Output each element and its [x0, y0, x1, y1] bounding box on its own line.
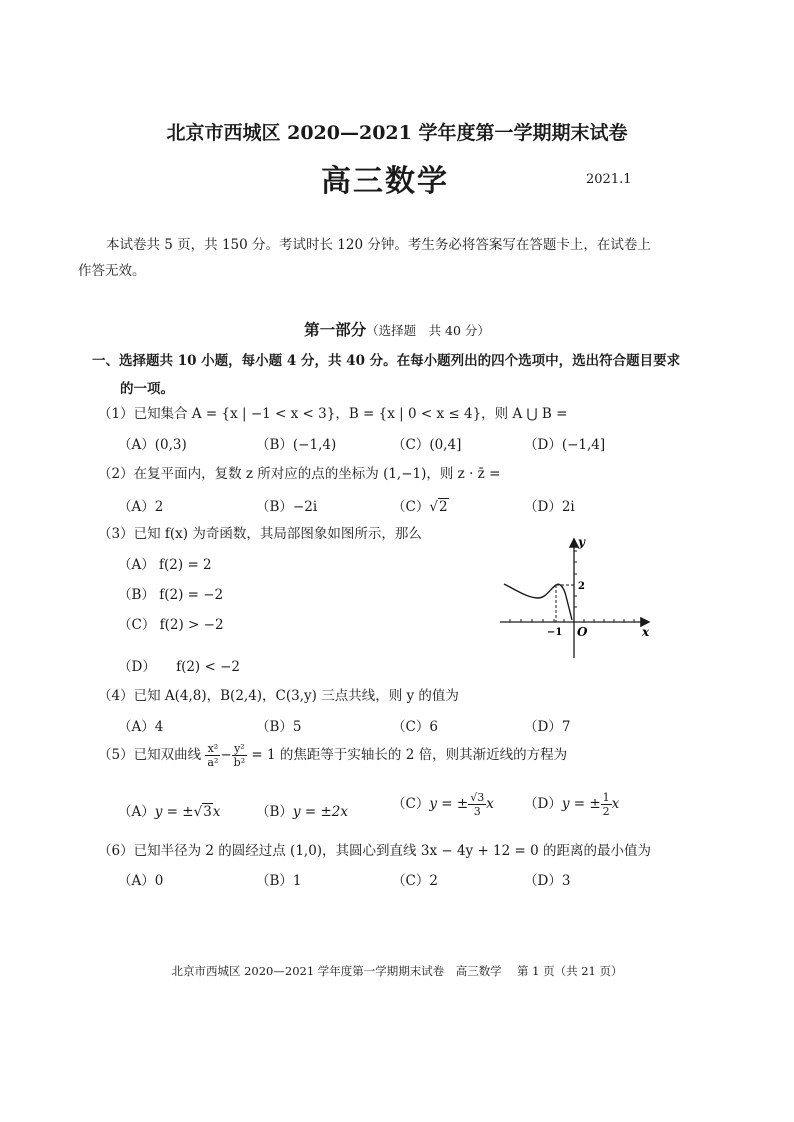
fraction-numerator: x²: [205, 742, 220, 756]
option-expr: y = ±2x: [292, 804, 348, 820]
q1-option-d: （D）(−1,4]: [524, 437, 606, 453]
question-text: 已知半径为 2 的圆经过点 (1,0)，其圆心到直线 3x − 4y + 12 = 0 的距离的最小值为: [133, 843, 652, 859]
option-expr: y = ±: [154, 804, 194, 820]
option-label: （A）: [118, 804, 155, 820]
question-text: 已知 f(x) 为奇函数，其局部图象如图所示，那么: [133, 526, 422, 542]
question-6: [98, 839, 651, 859]
q4-option-b: （B）5: [256, 719, 302, 735]
fraction-denominator: b²: [233, 756, 246, 769]
option-label: （C）: [392, 796, 430, 812]
option-expr: y = ±: [429, 796, 469, 812]
question-5: [98, 742, 567, 769]
exam-title: 北京市西城区 2020—2021 学年度第一学期期末试卷: [166, 122, 628, 144]
option-var: x: [212, 804, 221, 820]
fraction-numerator: 1: [602, 791, 610, 804]
q5-option-d: [524, 791, 619, 818]
question-number: （5）: [98, 747, 134, 763]
instructions-line-2: 作答无效。: [78, 263, 146, 279]
q3-option-d: （D） f(2) < −2: [118, 659, 240, 675]
q1-option-c: （C）(0,4]: [392, 437, 462, 453]
q2-option-c: （C）√2: [392, 499, 448, 515]
q1-option-a: （A）(0,3): [118, 437, 187, 453]
function-curve: [504, 584, 572, 620]
option-fraction: [601, 791, 612, 818]
q5-option-a: （A）y = ±√3x: [118, 804, 221, 820]
q5-option-b: [256, 800, 348, 820]
q6-option-d: （D）3: [524, 873, 571, 889]
section-line-2: 的一项。: [120, 381, 174, 397]
fraction-x: [205, 742, 220, 769]
x-tick-label: −1: [547, 627, 563, 638]
minus-sign: −: [220, 747, 232, 763]
question-text: 在复平面内，复数 z 所对应的点的坐标为 (1,−1)，则 z · z̄ =: [133, 466, 501, 482]
exam-instructions: [78, 232, 651, 284]
fraction-denominator: 2: [602, 805, 610, 818]
q4-option-c: （C）6: [392, 719, 438, 735]
question-text: 已知集合 A = {x | −1 < x < 3}，B = {x | 0 < x ≤ 4}，则 A ⋃ B =: [133, 406, 568, 422]
fraction-denominator: a²: [207, 756, 219, 769]
q4-option-d: （D）7: [524, 719, 571, 735]
question-text-post: 的焦距等于实轴长的 2 倍，则其渐近线的方程为: [279, 747, 568, 763]
part-heading: [0, 318, 794, 340]
question-number: （4）: [98, 688, 134, 704]
q6-option-a: （A）0: [118, 873, 164, 889]
question-text: 已知 A(4,8)，B(2,4)，C(3,y) 三点共线，则 y 的值为: [133, 688, 459, 704]
part-title: 第一部分: [304, 320, 367, 339]
equation-rhs: = 1: [251, 747, 276, 763]
question-4: [98, 684, 459, 704]
option-expr: y = ±: [561, 796, 601, 812]
fraction-y: [232, 742, 247, 769]
exam-date: 2021.1: [586, 172, 632, 187]
sqrt-radicand: 3: [203, 804, 212, 820]
q2-option-b: （B）−2i: [256, 499, 318, 515]
fraction-numerator: √3: [470, 791, 485, 804]
q1-option-b: （B）(−1,4): [256, 437, 337, 453]
question-number: （6）: [98, 843, 134, 859]
y-axis-label: y: [578, 535, 585, 549]
q6-option-c: （C）2: [392, 873, 438, 889]
question-number: （3）: [98, 526, 134, 542]
option-var: x: [611, 796, 620, 812]
x-axis-label: x: [642, 625, 650, 639]
section-line-1: 一、选择题共 10 小题，每小题 4 分，共 40 分。在每小题列出的四个选项中，选出符合题目要求: [92, 353, 681, 369]
question-3: [98, 522, 422, 542]
option-label: （D）: [524, 796, 562, 812]
q3-option-b: （B） f(2) = −2: [118, 587, 224, 603]
origin-label: O: [577, 625, 588, 639]
q3-option-c: （C） f(2) > −2: [118, 617, 224, 633]
fraction-denominator: 3: [473, 805, 481, 818]
question-number: （1）: [98, 406, 134, 422]
q4-option-a: （A）4: [118, 719, 164, 735]
question-2: [98, 462, 500, 482]
instructions-line-1: 本试卷共 5 页，共 150 分。考试时长 120 分钟。考生务必将答案写在答题卡上，在试卷上: [106, 237, 651, 253]
section-instructions: [92, 347, 680, 403]
question-number: （2）: [98, 466, 134, 482]
subject-title: 高三数学: [321, 164, 449, 199]
q2-option-d: （D）2i: [524, 499, 575, 515]
option-var: x: [486, 796, 494, 812]
page-footer: 北京市西城区 2020—2021 学年度第一学期期末试卷 高三数学 第 1 页（共 21 页）: [171, 964, 623, 978]
fraction-numerator: y²: [232, 742, 247, 756]
y-tick-label: 2: [578, 581, 585, 592]
question-text-pre: 已知双曲线: [133, 747, 202, 763]
part-note: （选择题 共 40 分）: [366, 323, 490, 338]
option-label: （B）: [256, 804, 293, 820]
option-fraction: [468, 791, 486, 818]
function-graph: [494, 534, 654, 664]
q3-option-a: （A） f(2) = 2: [118, 557, 212, 573]
q2-option-a: （A）2: [118, 499, 164, 515]
question-1: [98, 402, 567, 422]
q5-option-c: [392, 791, 494, 818]
q6-option-b: （B）1: [256, 873, 302, 889]
option-label: （C）: [392, 499, 430, 515]
sqrt-radicand: 2: [438, 499, 448, 515]
